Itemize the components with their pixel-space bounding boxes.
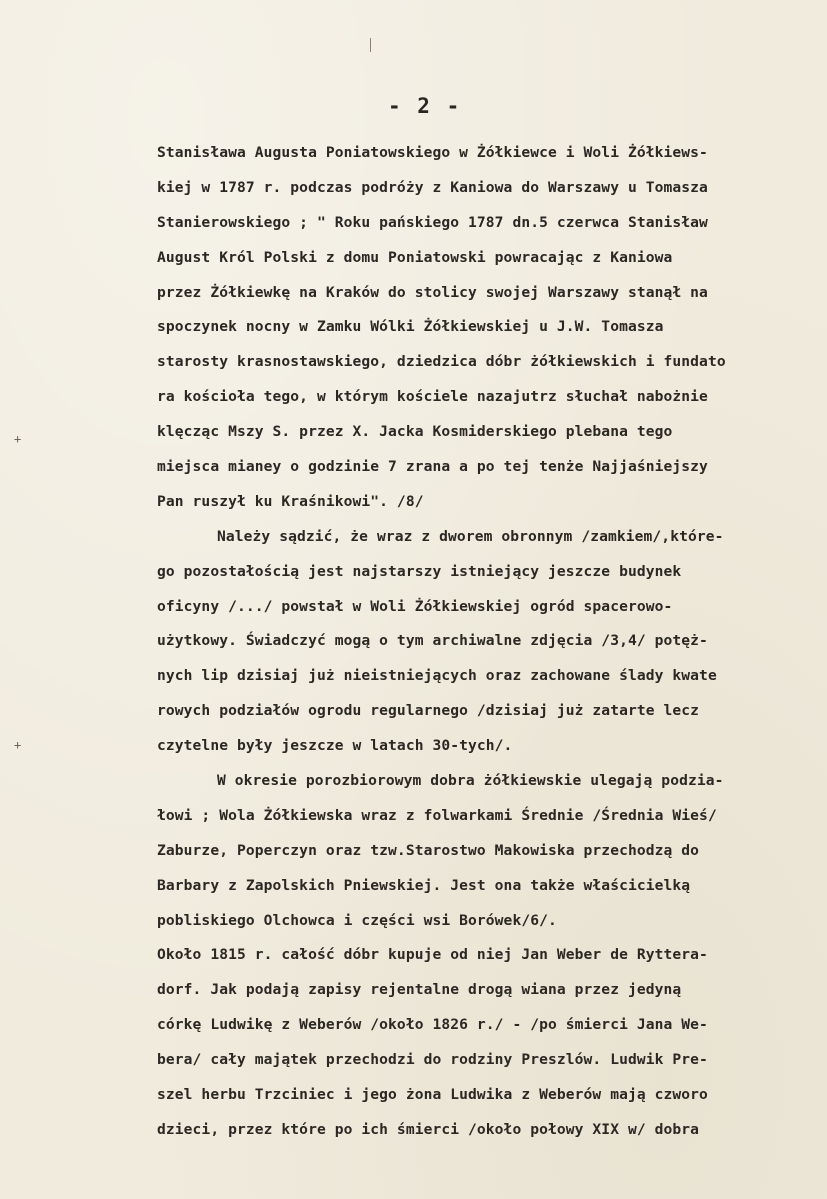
text-line: użytkowy. Świadczyć mogą o tym archiwalne zdjęcia /3,4/ potęż- <box>157 632 708 650</box>
text-line: oficyny /.../ powstał w Woli Żółkiewskiej ogród spacerowo- <box>157 597 673 615</box>
text-line: Pan ruszył ku Kraśnikowi". /8/ <box>157 492 424 510</box>
text-line: nych lip dzisiaj już nieistniejących oraz zachowane ślady kwate <box>157 667 717 685</box>
text-line: Należy sądzić, że wraz z dworem obronnym /zamkiem/,które- <box>217 527 724 545</box>
text-line: Stanierowskiego ; " Roku pańskiego 1787 dn.5 czerwca Stanisław <box>157 213 708 231</box>
text-line: Stanisława Augusta Poniatowskiego w Żółkiewce i Woli Żółkiews- <box>157 144 708 161</box>
text-line: Około 1815 r. całość dóbr kupuje od niej Jan Weber de Ryttera- <box>157 946 708 964</box>
text-line: Zaburze, Poperczyn oraz tzw.Starostwo Makowiska przechodzą do <box>157 841 700 859</box>
text-line: starosty krasnostawskiego, dziedzica dóbr żółkiewskich i fundato <box>157 353 726 371</box>
text-line: córkę Ludwikę z Weberów /około 1826 r./ - /po śmierci Jana We- <box>157 1016 708 1034</box>
pencil-tick-mark <box>370 38 371 52</box>
text-line: August Król Polski z domu Poniatowski powracając z Kaniowa <box>157 248 673 266</box>
text-line: dzieci, przez które po ich śmierci /około połowy XIX w/ dobra <box>157 1120 700 1138</box>
margin-cross-mark: + <box>14 738 22 752</box>
text-line: ra kościoła tego, w którym kościele nazajutrz słuchał nabożnie <box>157 388 708 406</box>
text-line: rowych podziałów ogrodu regularnego /dzisiaj już zatarte lecz <box>157 702 700 720</box>
text-line: miejsca mianey o godzinie 7 zrana a po tej tenże Najjaśniejszy <box>157 458 708 476</box>
text-line: go pozostałością jest najstarszy istniejący jeszcze budynek <box>157 562 682 580</box>
text-line: przez Żółkiewkę na Kraków do stolicy swojej Warszawy stanął na <box>157 283 708 301</box>
text-line: szel herbu Trzciniec i jego żona Ludwika z Weberów mają czworo <box>157 1086 708 1104</box>
text-line: W okresie porozbiorowym dobra żółkiewskie ulegają podzia- <box>217 772 724 790</box>
typewritten-body <box>157 136 825 1148</box>
text-line: bera/ cały majątek przechodzi do rodziny Preszlów. Ludwik Pre- <box>157 1051 708 1069</box>
text-line: pobliskiego Olchowca i części wsi Borówek/6/. <box>157 911 557 929</box>
text-line: Barbary z Zapolskich Pniewskiej. Jest ona także właścicielką <box>157 876 691 894</box>
text-line: kiej w 1787 r. podczas podróży z Kaniowa do Warszawy u Tomasza <box>157 178 708 196</box>
text-line: klęcząc Mszy S. przez X. Jacka Kosmiderskiego plebana tego <box>157 423 673 441</box>
text-line: czytelne były jeszcze w latach 30-tych/. <box>157 737 513 755</box>
page-number: - 2 - <box>388 94 462 118</box>
text-line: spoczynek nocny w Zamku Wólki Żółkiewskiej u J.W. Tomasza <box>157 318 664 336</box>
margin-cross-mark: + <box>14 432 22 446</box>
text-line: łowi ; Wola Żółkiewska wraz z folwarkami Średnie /Średnia Wieś/ <box>157 806 717 824</box>
text-line: dorf. Jak podają zapisy rejentalne drogą wiana przez jedyną <box>157 981 682 999</box>
